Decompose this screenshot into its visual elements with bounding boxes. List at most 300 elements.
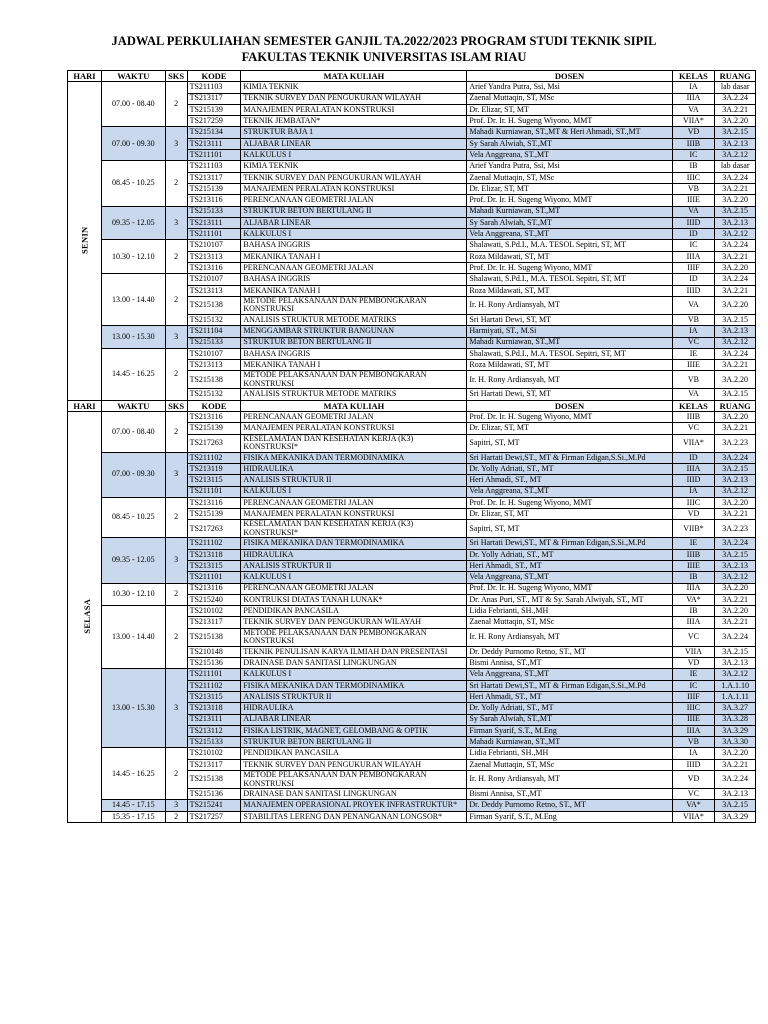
sks-cell: 2: [165, 82, 187, 127]
time-cell: 07.00 - 09.30: [102, 127, 166, 161]
lecturer-cell: Vela Anggreana, ST.,MT: [467, 486, 672, 497]
class-cell: IA: [672, 326, 715, 337]
lecturer-cell: Dr. Elizar, ST, MT: [467, 104, 672, 115]
lecturer-cell: Dr. Elizar, ST, MT: [467, 423, 672, 434]
lecturer-cell: Roza Mildawati, ST, MT: [467, 251, 672, 262]
class-cell: IB: [672, 606, 715, 617]
room-cell: 3A.2.15: [715, 389, 756, 400]
lecturer-cell: Sri Hartati Dewi,ST., MT & Firman Edigan,S.Si.,M.Pd: [467, 680, 672, 691]
lecturer-cell: Prof. Dr. Ir. H. Sugeng Wiyono, MMT: [467, 195, 672, 206]
course-cell: STRUKTUR BETON BERTULANG II: [241, 206, 467, 217]
code-cell: TS213116: [187, 412, 241, 423]
header-waktu: WAKTU: [102, 400, 166, 411]
code-cell: TS217263: [187, 520, 241, 538]
course-cell: STRUKTUR BETON BERTULANG II: [241, 737, 467, 748]
code-cell: TS213112: [187, 725, 241, 736]
course-cell: MANAJEMEN PERALATAN KONSTRUKSI: [241, 423, 467, 434]
room-cell: 3A.2.13: [715, 560, 756, 571]
course-cell: FISIKA MEKANIKA DAN TERMODINAMIKA: [241, 538, 467, 549]
code-cell: TS213115: [187, 691, 241, 702]
room-cell: 3A.3.30: [715, 737, 756, 748]
class-cell: VIIA*: [672, 811, 715, 822]
room-cell: 3A.2.15: [715, 463, 756, 474]
course-cell: ALJABAR LINEAR: [241, 714, 467, 725]
lecturer-cell: Sy Sarah Alwiah, ST.,MT: [467, 138, 672, 149]
lecturer-cell: Sri Hartati Dewi, ST, MT: [467, 389, 672, 400]
lecturer-cell: Vela Anggreana, ST.,MT: [467, 572, 672, 583]
code-cell: TS215138: [187, 771, 241, 789]
code-cell: TS210102: [187, 748, 241, 759]
course-cell: KESELAMATAN DAN KESEHATAN KERJA (K3) KONSTRUKSI*: [241, 434, 467, 452]
room-cell: 3A.2.21: [715, 594, 756, 605]
course-cell: ANALISIS STRUKTUR II: [241, 475, 467, 486]
lecturer-cell: Sy Sarah Alwiah, ST.,MT: [467, 714, 672, 725]
sks-cell: 2: [165, 412, 187, 453]
table-row: [68, 161, 756, 172]
course-cell: DRAINASE DAN SANITASI LINGKUNGAN: [241, 658, 467, 669]
lecturer-cell: Vela Anggreana, ST.,MT: [467, 150, 672, 161]
lecturer-cell: Dr. Elizar, ST, MT: [467, 509, 672, 520]
header-dosen: DOSEN: [467, 400, 672, 411]
code-cell: TS211101: [187, 229, 241, 240]
class-cell: VA: [672, 104, 715, 115]
course-cell: PENDIDIKAN PANCASILA: [241, 606, 467, 617]
lecturer-cell: Lidia Febrianti, SH.,MH: [467, 748, 672, 759]
lecturer-cell: Ir. H. Rony Ardiansyah, MT: [467, 628, 672, 646]
lecturer-cell: Sri Hartati Dewi, ST, MT: [467, 314, 672, 325]
room-cell: 3A.2.24: [715, 93, 756, 104]
lecturer-cell: Zaenal Muttaqin, ST, MSc: [467, 172, 672, 183]
code-cell: TS215139: [187, 423, 241, 434]
header-kelas: KELAS: [672, 400, 715, 411]
code-cell: TS210107: [187, 348, 241, 359]
room-cell: 1.A.1.10: [715, 680, 756, 691]
class-cell: IIID: [672, 217, 715, 228]
room-cell: 3A.2.23: [715, 434, 756, 452]
sks-cell: 2: [165, 348, 187, 400]
schedule-table: [67, 70, 756, 823]
lecturer-cell: Zaenal Muttaqin, ST, MSc: [467, 759, 672, 770]
lecturer-cell: Zaenal Muttaqin, ST, MSc: [467, 617, 672, 628]
course-cell: BAHASA INGGRIS: [241, 240, 467, 251]
class-cell: VA*: [672, 594, 715, 605]
class-cell: IE: [672, 348, 715, 359]
code-cell: TS215138: [187, 371, 241, 389]
time-cell: 09.35 - 12.05: [102, 206, 166, 240]
class-cell: VD: [672, 771, 715, 789]
course-cell: TEKNIK SURVEY DAN PENGUKURAN WILAYAH: [241, 759, 467, 770]
lecturer-cell: Firman Syarif, S.T., M.Eng: [467, 811, 672, 822]
time-cell: 07.00 - 09.30: [102, 452, 166, 497]
table-row: [68, 800, 756, 811]
room-cell: 3A.2.21: [715, 509, 756, 520]
lecturer-cell: Bismi Annisa, ST.,MT: [467, 789, 672, 800]
header-hari: HARI: [68, 400, 102, 411]
room-cell: 3A.2.21: [715, 423, 756, 434]
lecturer-cell: Vela Anggreana, ST.,MT: [467, 229, 672, 240]
class-cell: IIIC: [672, 703, 715, 714]
course-cell: ALJABAR LINEAR: [241, 217, 467, 228]
day-label: SELASA: [82, 599, 93, 634]
code-cell: TS217259: [187, 116, 241, 127]
class-cell: VB: [672, 183, 715, 194]
room-cell: 3A.3.28: [715, 714, 756, 725]
class-cell: VD: [672, 658, 715, 669]
sks-cell: 3: [165, 669, 187, 748]
course-cell: KALKULUS I: [241, 229, 467, 240]
title-line-2: FAKULTAS TEKNIK UNIVERSITAS ISLAM RIAU: [241, 50, 527, 64]
course-cell: STRUKTUR BETON BERTULANG II: [241, 337, 467, 348]
class-cell: IIIF: [672, 691, 715, 702]
course-cell: PERENCANAAN GEOMETRI JALAN: [241, 583, 467, 594]
course-cell: TEKNIK PENULISAN KARYA ILMIAH DAN PRESENTASI: [241, 646, 467, 657]
code-cell: TS213111: [187, 217, 241, 228]
sks-cell: 2: [165, 161, 187, 206]
sks-cell: 2: [165, 811, 187, 822]
code-cell: TS213113: [187, 360, 241, 371]
room-cell: 3A.2.12: [715, 572, 756, 583]
room-cell: 3A.2.21: [715, 285, 756, 296]
class-cell: IIIA: [672, 725, 715, 736]
code-cell: TS215136: [187, 789, 241, 800]
room-cell: 3A.2.21: [715, 251, 756, 262]
course-cell: MEKANIKA TANAH I: [241, 360, 467, 371]
class-cell: IIIA: [672, 583, 715, 594]
class-cell: VC: [672, 628, 715, 646]
code-cell: TS213116: [187, 583, 241, 594]
class-cell: IB: [672, 161, 715, 172]
course-cell: PERENCANAAN GEOMETRI JALAN: [241, 412, 467, 423]
lecturer-cell: Sri Hartati Dewi,ST., MT & Firman Edigan,S.Si.,M.Pd: [467, 452, 672, 463]
room-cell: 3A.2.13: [715, 658, 756, 669]
table-row: [68, 538, 756, 549]
code-cell: TS210102: [187, 606, 241, 617]
course-cell: PENDIDIKAN PANCASILA: [241, 748, 467, 759]
time-cell: 08.45 - 10.25: [102, 497, 166, 538]
class-cell: VB: [672, 737, 715, 748]
table-row: [68, 240, 756, 251]
code-cell: TS215132: [187, 314, 241, 325]
course-cell: PERENCANAAN GEOMETRI JALAN: [241, 263, 467, 274]
table-row: [68, 606, 756, 617]
room-cell: 3A.2.24: [715, 274, 756, 285]
lecturer-cell: Ir. H. Rony Ardiansyah, MT: [467, 296, 672, 314]
course-cell: TEKNIK SURVEY DAN PENGUKURAN WILAYAH: [241, 172, 467, 183]
code-cell: TS213119: [187, 463, 241, 474]
code-cell: TS215139: [187, 104, 241, 115]
course-cell: MEKANIKA TANAH I: [241, 251, 467, 262]
time-cell: 07.00 - 08.40: [102, 412, 166, 453]
room-cell: 3A.2.15: [715, 646, 756, 657]
lecturer-cell: Roza Mildawati, ST, MT: [467, 360, 672, 371]
room-cell: 3A.3.29: [715, 725, 756, 736]
course-cell: DRAINASE DAN SANITASI LINGKUNGAN: [241, 789, 467, 800]
room-cell: 3A.2.13: [715, 217, 756, 228]
code-cell: TS213111: [187, 714, 241, 725]
time-cell: 09.35 - 12.05: [102, 538, 166, 583]
room-cell: 3A.2.20: [715, 583, 756, 594]
sks-cell: 3: [165, 538, 187, 583]
code-cell: TS215133: [187, 206, 241, 217]
course-cell: METODE PELAKSANAAN DAN PEMBONGKARAN KONSTRUKSI: [241, 628, 467, 646]
code-cell: TS210107: [187, 274, 241, 285]
course-cell: TEKNIK SURVEY DAN PENGUKURAN WILAYAH: [241, 617, 467, 628]
room-cell: 3A.2.24: [715, 771, 756, 789]
sks-cell: 2: [165, 497, 187, 538]
room-cell: 3A.2.15: [715, 800, 756, 811]
room-cell: 3A.2.12: [715, 229, 756, 240]
course-cell: KONTRUKSI DIATAS TANAH LUNAK*: [241, 594, 467, 605]
code-cell: TS211101: [187, 150, 241, 161]
header-sks: SKS: [165, 71, 187, 82]
course-cell: FISIKA LISTRIK, MAGNET, GELOMBANG & OPTIK: [241, 725, 467, 736]
sks-cell: 2: [165, 748, 187, 800]
header-waktu: WAKTU: [102, 71, 166, 82]
class-cell: IIIC: [672, 172, 715, 183]
code-cell: TS213116: [187, 497, 241, 508]
code-cell: TS217263: [187, 434, 241, 452]
lecturer-cell: Prof. Dr. Ir. H. Sugeng Wiyono, MMT: [467, 583, 672, 594]
code-cell: TS215136: [187, 658, 241, 669]
table-row: [68, 348, 756, 359]
time-cell: 13.00 - 14.40: [102, 606, 166, 669]
course-cell: MANAJEMEN PERALATAN KONSTRUKSI: [241, 104, 467, 115]
time-cell: 15.35 - 17.15: [102, 811, 166, 822]
code-cell: TS215132: [187, 389, 241, 400]
code-cell: TS213116: [187, 195, 241, 206]
title-line-1: JADWAL PERKULIAHAN SEMESTER GANJIL TA.2022/2023 PROGRAM STUDI TEKNIK SIPIL: [111, 34, 657, 48]
class-cell: VA*: [672, 800, 715, 811]
room-cell: lab dasar: [715, 161, 756, 172]
lecturer-cell: Sy Sarah Alwiah, ST.,MT: [467, 217, 672, 228]
code-cell: TS213117: [187, 172, 241, 183]
sks-cell: 3: [165, 206, 187, 240]
code-cell: TS211102: [187, 452, 241, 463]
room-cell: 3A.2.20: [715, 748, 756, 759]
course-cell: KALKULUS I: [241, 150, 467, 161]
header-ruang: RUANG: [715, 71, 756, 82]
day-cell: [68, 412, 102, 823]
code-cell: TS211104: [187, 326, 241, 337]
class-cell: VA: [672, 296, 715, 314]
course-cell: ANALISIS STRUKTUR II: [241, 691, 467, 702]
header-kode: KODE: [187, 400, 241, 411]
course-cell: STABILITAS LERENG DAN PENANGANAN LONGSOR*: [241, 811, 467, 822]
room-cell: 1.A.1.11: [715, 691, 756, 702]
course-cell: KIMIA TEKNIK: [241, 82, 467, 93]
room-cell: 3A.2.15: [715, 127, 756, 138]
course-cell: TEKNIK SURVEY DAN PENGUKURAN WILAYAH: [241, 93, 467, 104]
course-cell: KALKULUS I: [241, 572, 467, 583]
room-cell: 3A.2.24: [715, 452, 756, 463]
course-cell: METODE PELAKSANAAN DAN PEMBONGKARAN KONSTRUKSI: [241, 771, 467, 789]
code-cell: TS213117: [187, 759, 241, 770]
lecturer-cell: Sapitri, ST, MT: [467, 434, 672, 452]
table-row: [68, 412, 756, 423]
class-cell: VIIA: [672, 646, 715, 657]
class-cell: VD: [672, 509, 715, 520]
sks-cell: 2: [165, 606, 187, 669]
course-cell: MANAJEMEN PERALATAN KONSTRUKSI: [241, 509, 467, 520]
room-cell: 3A.2.20: [715, 195, 756, 206]
code-cell: TS215139: [187, 509, 241, 520]
sks-cell: 3: [165, 127, 187, 161]
day-cell: [68, 82, 102, 400]
code-cell: TS213118: [187, 703, 241, 714]
time-cell: 13.00 - 15.30: [102, 326, 166, 349]
course-cell: MEKANIKA TANAH I: [241, 285, 467, 296]
class-cell: ID: [672, 452, 715, 463]
class-cell: IA: [672, 82, 715, 93]
room-cell: 3A.2.23: [715, 520, 756, 538]
room-cell: 3A.2.20: [715, 263, 756, 274]
class-cell: ID: [672, 229, 715, 240]
room-cell: 3A.2.20: [715, 116, 756, 127]
sks-cell: 2: [165, 274, 187, 326]
room-cell: 3A.2.21: [715, 759, 756, 770]
room-cell: 3A.2.15: [715, 206, 756, 217]
lecturer-cell: Shalawati, S.Pd.I., M.A. TESOL Sepitri, ST, MT: [467, 348, 672, 359]
course-cell: MENGGAMBAR STRUKTUR BANGUNAN: [241, 326, 467, 337]
code-cell: TS215134: [187, 127, 241, 138]
lecturer-cell: Dr. Elizar, ST, MT: [467, 183, 672, 194]
class-cell: IIIA: [672, 251, 715, 262]
lecturer-cell: Heri Ahmadi, ST., MT: [467, 560, 672, 571]
table-row: [68, 127, 756, 138]
class-cell: IE: [672, 669, 715, 680]
class-cell: IIIF: [672, 263, 715, 274]
class-cell: VA: [672, 389, 715, 400]
table-row: [68, 583, 756, 594]
table-row: [68, 452, 756, 463]
room-cell: 3A.2.13: [715, 475, 756, 486]
lecturer-cell: Arief Yandra Putra, Ssi, Msi: [467, 82, 672, 93]
lecturer-cell: Dr. Deddy Purnomo Retno, ST., MT: [467, 646, 672, 657]
lecturer-cell: Dr. Yolly Adriati, ST., MT: [467, 463, 672, 474]
class-cell: VB: [672, 371, 715, 389]
class-cell: IC: [672, 680, 715, 691]
room-cell: 3A.2.24: [715, 538, 756, 549]
room-cell: 3A.2.24: [715, 240, 756, 251]
table-row: [68, 82, 756, 93]
class-cell: IIIA: [672, 463, 715, 474]
class-cell: VB: [672, 314, 715, 325]
header-kode: KODE: [187, 71, 241, 82]
class-cell: IIIC: [672, 497, 715, 508]
code-cell: TS211101: [187, 572, 241, 583]
code-cell: TS213113: [187, 285, 241, 296]
class-cell: IIIA: [672, 617, 715, 628]
time-cell: 07.00 - 08.40: [102, 82, 166, 127]
lecturer-cell: Shalawati, S.Pd.I., M.A. TESOL Sepitri, ST, MT: [467, 274, 672, 285]
class-cell: IIIE: [672, 560, 715, 571]
header-mata-kuliah: MATA KULIAH: [241, 71, 467, 82]
header-dosen: DOSEN: [467, 71, 672, 82]
class-cell: IIIB: [672, 138, 715, 149]
class-cell: IIIB: [672, 549, 715, 560]
class-cell: VC: [672, 337, 715, 348]
room-cell: 3A.2.12: [715, 150, 756, 161]
room-cell: 3A.2.20: [715, 497, 756, 508]
lecturer-cell: Sapitri, ST, MT: [467, 520, 672, 538]
course-cell: KIMIA TEKNIK: [241, 161, 467, 172]
room-cell: 3A.2.12: [715, 337, 756, 348]
course-cell: KALKULUS I: [241, 669, 467, 680]
course-cell: ANALISIS STRUKTUR METODE MATRIKS: [241, 389, 467, 400]
code-cell: TS215139: [187, 183, 241, 194]
table-header-row: [68, 400, 756, 411]
room-cell: 3A.2.24: [715, 628, 756, 646]
course-cell: ANALISIS STRUKTUR METODE MATRIKS: [241, 314, 467, 325]
code-cell: TS213117: [187, 93, 241, 104]
room-cell: 3A.2.13: [715, 326, 756, 337]
code-cell: TS213111: [187, 138, 241, 149]
room-cell: 3A.2.24: [715, 348, 756, 359]
class-cell: IIID: [672, 285, 715, 296]
lecturer-cell: Dr. Deddy Purnomo Retno, ST., MT: [467, 800, 672, 811]
room-cell: 3A.3.27: [715, 703, 756, 714]
class-cell: VIIA*: [672, 434, 715, 452]
code-cell: TS215133: [187, 337, 241, 348]
time-cell: 14.45 - 16.25: [102, 748, 166, 800]
course-cell: HIDRAULIKA: [241, 463, 467, 474]
course-cell: STRUKTUR BAJA 1: [241, 127, 467, 138]
course-cell: BAHASA INGGRIS: [241, 348, 467, 359]
lecturer-cell: Roza Mildawati, ST, MT: [467, 285, 672, 296]
page-title: [0, 0, 768, 67]
room-cell: 3A.2.20: [715, 371, 756, 389]
class-cell: VIIA*: [672, 116, 715, 127]
class-cell: IA: [672, 748, 715, 759]
class-cell: IIIE: [672, 195, 715, 206]
room-cell: 3A.2.15: [715, 549, 756, 560]
time-cell: 08.45 - 10.25: [102, 161, 166, 206]
lecturer-cell: Heri Ahmadi, ST., MT: [467, 475, 672, 486]
room-cell: 3A.2.21: [715, 360, 756, 371]
room-cell: 3A.3.29: [715, 811, 756, 822]
lecturer-cell: Mahadi Kurniawan, ST.,MT & Heri Ahmadi, ST.,MT: [467, 127, 672, 138]
room-cell: 3A.2.21: [715, 183, 756, 194]
header-mata-kuliah: MATA KULIAH: [241, 400, 467, 411]
class-cell: VC: [672, 789, 715, 800]
course-cell: TEKNIK JEMBATAN*: [241, 116, 467, 127]
sks-cell: 3: [165, 800, 187, 811]
time-cell: 10.30 - 12.10: [102, 583, 166, 606]
lecturer-cell: Dr. Yolly Adriati, ST., MT: [467, 549, 672, 560]
table-header-row: [68, 71, 756, 82]
lecturer-cell: Sri Hartati Dewi,ST., MT & Firman Edigan,S.Si.,M.Pd: [467, 538, 672, 549]
table-row: [68, 206, 756, 217]
class-cell: VIIB*: [672, 520, 715, 538]
class-cell: IIIA: [672, 93, 715, 104]
table-row: [68, 274, 756, 285]
room-cell: 3A.2.12: [715, 669, 756, 680]
course-cell: FISIKA MEKANIKA DAN TERMODINAMIKA: [241, 452, 467, 463]
course-cell: METODE PELAKSANAAN DAN PEMBONGKARAN KONSTRUKSI: [241, 371, 467, 389]
class-cell: VC: [672, 423, 715, 434]
table-row: [68, 669, 756, 680]
code-cell: TS213118: [187, 549, 241, 560]
sks-cell: 2: [165, 583, 187, 606]
room-cell: 3A.2.20: [715, 412, 756, 423]
header-kelas: KELAS: [672, 71, 715, 82]
time-cell: 13.00 - 15.30: [102, 669, 166, 748]
course-cell: HIDRAULIKA: [241, 549, 467, 560]
course-cell: MANAJEMEN PERALATAN KONSTRUKSI: [241, 183, 467, 194]
class-cell: IIIB: [672, 412, 715, 423]
class-cell: ID: [672, 274, 715, 285]
class-cell: IB: [672, 572, 715, 583]
